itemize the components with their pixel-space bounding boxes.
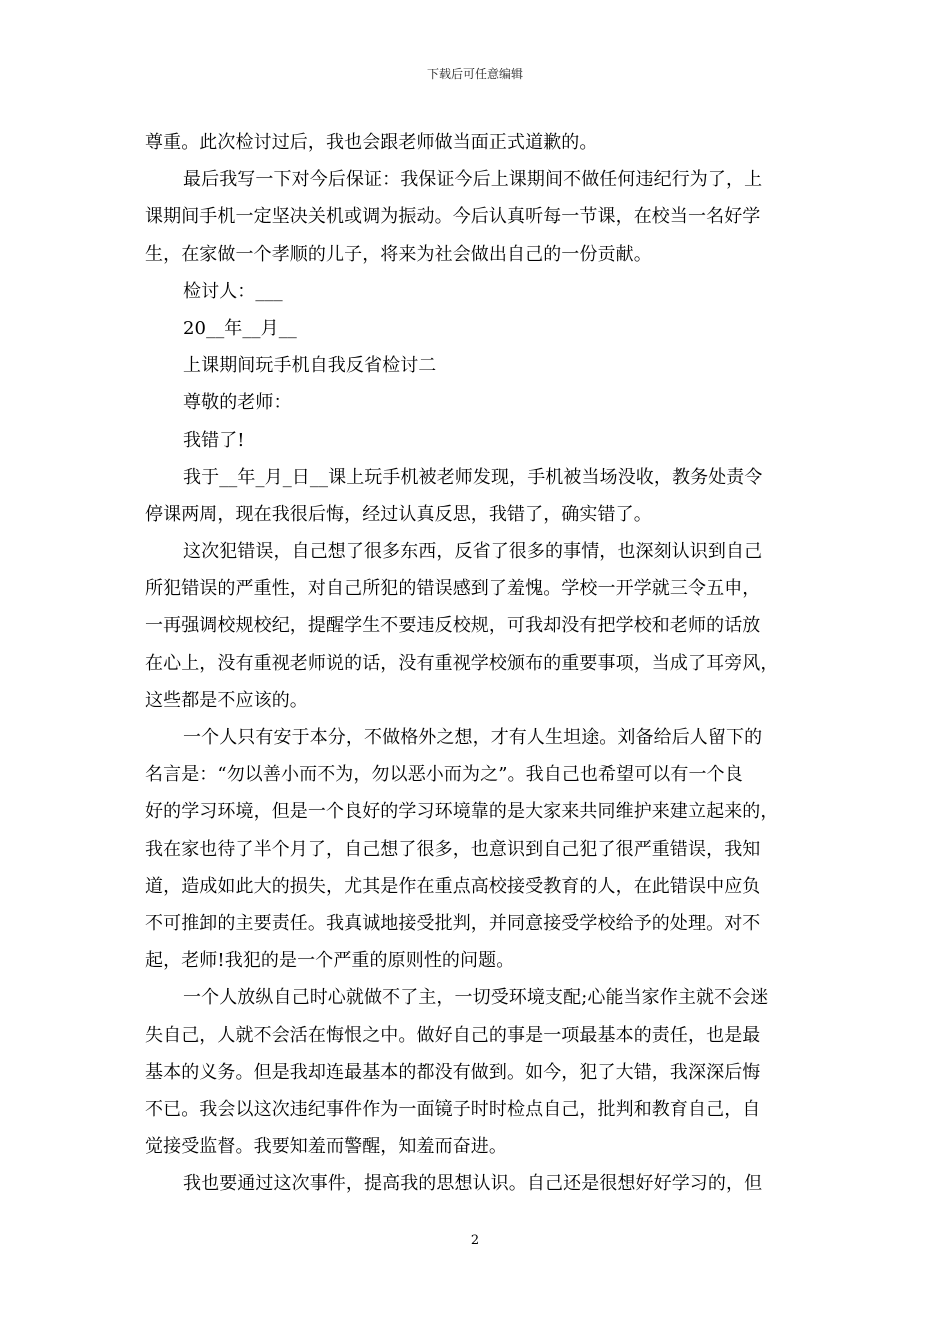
text-line: 觉接受监督。我要知羞而警醒，知羞而奋进。: [145, 1136, 507, 1158]
text-line: 好的学习环境，但是一个良好的学习环境靠的是大家来共同维护来建立起来的，: [145, 801, 779, 823]
text-line: 我错了!: [183, 429, 245, 451]
text-line: 不已。我会以这次违纪事件作为一面镜子时时检点自己，批判和教育自己，自: [145, 1098, 761, 1120]
text-line: 这次犯错误，自己想了很多东西，反省了很多的事情，也深刻认识到自己: [183, 541, 763, 563]
text-line: 尊敬的老师：: [183, 392, 292, 414]
text-line: 停课两周，现在我很后悔，经过认真反思，我错了，确实错了。: [145, 503, 652, 525]
text-line: 我在家也待了半个月了，自己想了很多，也意识到自己犯了很严重错误，我知: [145, 838, 761, 860]
text-line: 道，造成如此大的损失，尤其是作在重点高校接受教育的人，在此错误中应负: [145, 875, 761, 897]
text-line: 检讨人：___: [183, 280, 283, 302]
text-line: 不可推卸的主要责任。我真诚地接受批判，并同意接受学校给予的处理。对不: [145, 912, 761, 934]
text-line: 最后我写一下对今后保证：我保证今后上课期间不做任何违纪行为了，上: [183, 169, 763, 191]
text-line: 课期间手机一定坚决关机或调为振动。今后认真听每一节课，在校当一名好学: [145, 206, 761, 228]
text-line: 失自己，人就不会活在悔恨之中。做好自己的事是一项最基本的责任，也是最: [145, 1024, 761, 1046]
text-line: 我于__年_月_日__课上玩手机被老师发现，手机被当场没收，教务处责令: [183, 466, 763, 488]
text-line: 这些都是不应该的。: [145, 689, 308, 711]
text-line: 名言是：“勿以善小而不为，勿以恶小而为之”。我自己也希望可以有一个良: [145, 764, 743, 786]
text-line: 基本的义务。但是我却连最基本的都没有做到。如今，犯了大错，我深深后悔: [145, 1061, 761, 1083]
text-line: 起，老师!我犯的是一个严重的原则性的问题。: [145, 950, 515, 972]
text-line: 20__年__月__: [183, 317, 297, 339]
document-body: [145, 124, 807, 1202]
page-number: 2: [470, 1233, 480, 1248]
text-line: 在心上，没有重视老师说的话，没有重视学校颁布的重要事项，当成了耳旁风，: [145, 652, 779, 674]
text-line: 所犯错误的严重性，对自己所犯的错误感到了羞愧。学校一开学就三令五申，: [145, 578, 761, 600]
text-line: 上课期间玩手机自我反省检讨二: [183, 355, 437, 377]
page-header: 下载后可任意编辑: [426, 67, 523, 81]
text-line: 一个人只有安于本分，不做格外之想，才有人生坦途。刘备给后人留下的: [183, 727, 763, 748]
text-line: 一个人放纵自己时心就做不了主，一切受环境支配;心能当家作主就不会迷: [183, 987, 769, 1009]
text-line: 我也要通过这次事件，提高我的思想认识。自己还是很想好好学习的，但: [183, 1173, 763, 1195]
text-line: 一再强调校规校纪，提醒学生不要违反校规，可我却没有把学校和老师的话放: [145, 615, 761, 637]
text-line: 尊重。此次检讨过后，我也会跟老师做当面正式道歉的。: [145, 132, 598, 153]
text-line: 生，在家做一个孝顺的儿子，将来为社会做出自己的一份贡献。: [145, 243, 652, 265]
